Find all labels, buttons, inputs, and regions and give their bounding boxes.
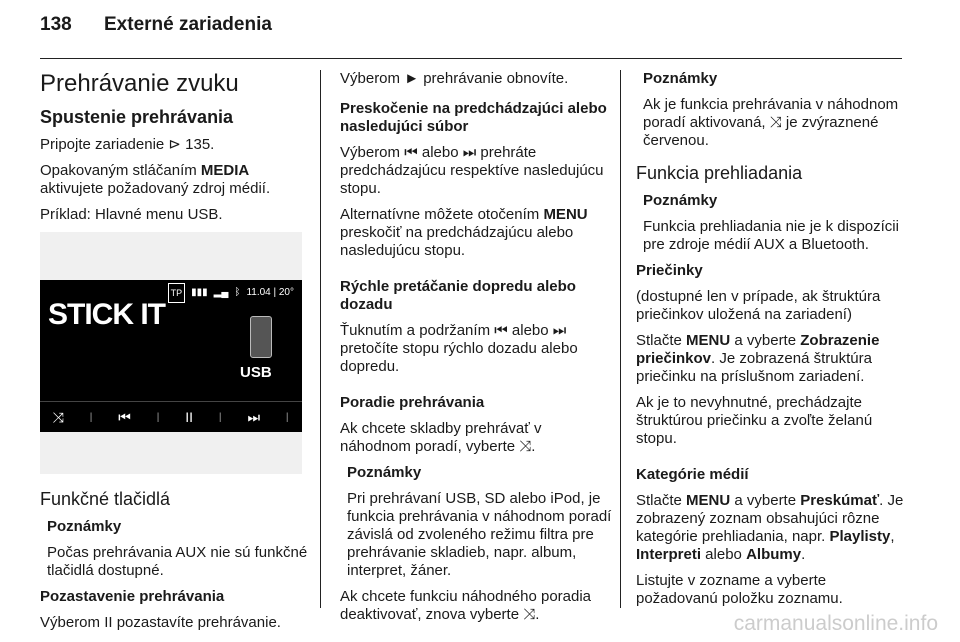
paragraph-random-off: Ak chcete funkciu náhodného poradia deaktivovať, znova vyberte ⤨.: [340, 588, 592, 623]
note-title: Poznámky: [47, 518, 122, 535]
column-divider-2: [620, 70, 621, 608]
section-title: Prehrávanie zvuku: [40, 70, 239, 97]
watermark: carmanualsonline.info: [733, 612, 938, 635]
clock-temperature: 11.04 | 20°: [246, 287, 294, 298]
heading-play-order: Poradie prehrávania: [340, 394, 485, 411]
paragraph-categories: Stlačte MENU a vyberte Preskúmať. Je zobrazený zoznam obsahujúci rôzne kategórie prehliadania, napr. Playlisty, Interpreti alebo Albumy.: [636, 492, 904, 563]
paragraph-folders: (dostupné len v prípade, ak štruktúra priečinkov uložená na zariadení): [636, 288, 881, 323]
paragraph-connect: Pripojte zariadenie ⊳ 135.: [40, 136, 215, 153]
next-icon[interactable]: ⏭: [247, 409, 261, 425]
control-bar: [40, 401, 302, 432]
tp-indicator: TP: [168, 283, 186, 303]
note-box: [643, 192, 908, 254]
bar-separator: I: [156, 409, 161, 425]
paragraph-media: Opakovaným stláčaním MEDIA aktivujete požadovaný zdroj médií.: [40, 162, 271, 197]
note-text: Počas prehrávania AUX nie sú funkčné tlačidlá dostupné.: [47, 544, 308, 579]
header-divider: [40, 58, 902, 59]
paragraph-list: Listujte v zozname a vyberte požadovanú položku zoznamu.: [636, 572, 843, 607]
usb-label: USB: [240, 364, 272, 381]
subsection-browse: Funkcia prehliadania: [636, 163, 803, 183]
heading-fast-forward: Rýchle pretáčanie dopredu alebo dozadu: [340, 278, 576, 313]
note-text: Ak je funkcia prehrávania v náhodnom poradí aktivovaná, ⤨ je zvýraznené červenou.: [643, 96, 899, 149]
paragraph-resume: Výberom ► prehrávanie obnovíte.: [340, 70, 569, 87]
bar-separator: I: [218, 409, 223, 425]
battery-icon: ▮▮▮: [191, 287, 208, 298]
display-screen: [40, 280, 302, 432]
paragraph-fast-forward: Ťuknutím a podržaním ⏮ alebo ⏭ pretočíte stopu rýchlo dozadu alebo dopredu.: [340, 322, 578, 375]
column-divider-1: [320, 70, 321, 608]
paragraph-alternative: Alternatívne môžete otočením MENU preskočiť na predchádzajúcu alebo nasledujúcu stopu.: [340, 206, 588, 259]
column-1: [40, 70, 308, 640]
paragraph-select-folders: Stlačte MENU a vyberte Zobrazenie priečinkov. Je zobrazená štruktúra priečinku na príslušnom zariadení.: [636, 332, 880, 385]
paragraph-pause: Výberom II pozastavíte prehrávanie.: [40, 614, 281, 631]
usb-menu-figure: [40, 232, 302, 474]
column-3: [636, 70, 908, 616]
column-2: [340, 70, 612, 632]
paragraph-play-order: Ak chcete skladby prehrávať v náhodnom poradí, vyberte ⤨.: [340, 420, 542, 455]
note-title: Poznámky: [643, 70, 718, 87]
heading-folders: Priečinky: [636, 262, 703, 279]
page-number: 138: [40, 14, 72, 35]
usb-stick-icon: [250, 316, 272, 358]
page-header-title: Externé zariadenia: [104, 14, 272, 35]
previous-icon[interactable]: ⏮: [118, 409, 131, 425]
note-text: Pri prehrávaní USB, SD alebo iPod, je funkcia prehrávania v náhodnom poradí závislá od zvoleného režimu filtra pre prehrávanie skladieb, napr. album, interpret, žáner.: [347, 490, 612, 579]
subsection-start-playback: Spustenie prehrávania: [40, 107, 234, 127]
pause-icon[interactable]: II: [185, 409, 194, 425]
heading-categories: Kategórie médií: [636, 466, 749, 483]
paragraph-skip: Výberom ⏮ alebo ⏭ prehráte predchádzajúcu respektíve nasledujúcu stopu.: [340, 144, 604, 197]
bar-separator: I: [89, 409, 93, 425]
heading-pause: Pozastavenie prehrávania: [40, 588, 225, 605]
heading-skip: Preskočenie na predchádzajúci alebo nasledujúci súbor: [340, 100, 607, 135]
shuffle-icon[interactable]: ⤨: [52, 409, 64, 425]
track-title: STICK IT: [48, 298, 165, 331]
note-text: Funkcia prehliadania nie je k dispozícii pre zdroje médií AUX a Bluetooth.: [643, 218, 899, 253]
bar-separator: I: [285, 409, 290, 425]
signal-icon: ▂▄: [213, 287, 229, 298]
note-box: [347, 464, 612, 580]
subsection-function-buttons: Funkčné tlačidlá: [40, 489, 171, 509]
paragraph-navigate: Ak je to nevyhnutné, prechádzajte štruktúrou priečinku a zvoľte želanú stopu.: [636, 394, 873, 447]
note-title: Poznámky: [347, 464, 422, 481]
status-bar: [168, 283, 294, 303]
bluetooth-icon: ᛒ: [234, 287, 241, 298]
note-title: Poznámky: [643, 192, 718, 209]
note-box: [643, 70, 908, 150]
note-box: [47, 518, 308, 580]
paragraph-example: Príklad: Hlavné menu USB.: [40, 206, 223, 223]
